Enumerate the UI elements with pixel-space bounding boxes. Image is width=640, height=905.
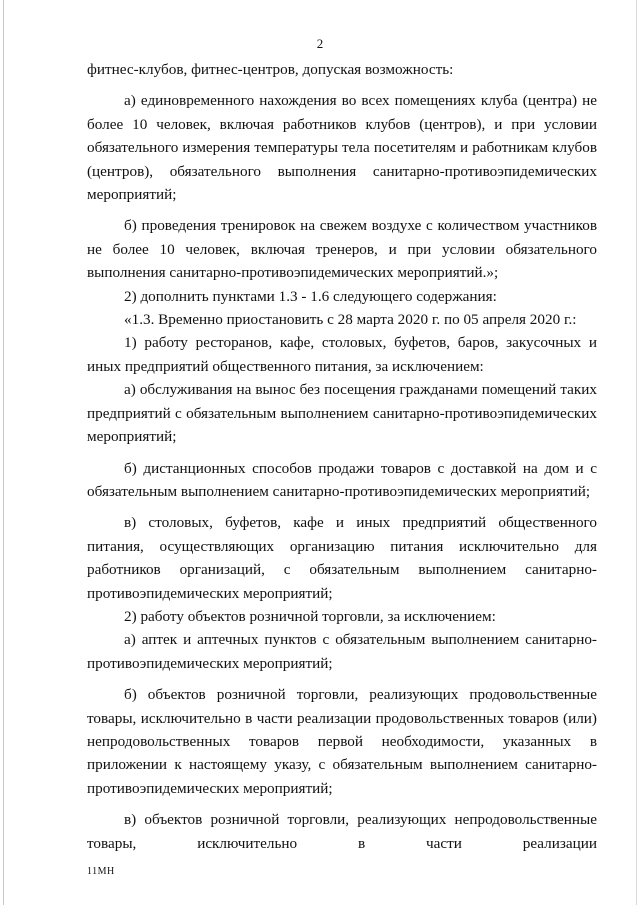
paragraph-item-b-delivery: б) дистанционных способов продажи товаров с доставкой на дом и с обязательным выполнением санитарно-противоэпидемических мероприятий; <box>87 459 597 500</box>
paragraph-item-a-pharmacies: а) аптек и аптечных пунктов с обязательным выполнением санитарно-противоэпидемических мероприятий; <box>87 631 597 672</box>
scan-edge-right <box>636 0 637 905</box>
document-code: 11МН <box>87 866 115 877</box>
document-body <box>87 58 597 855</box>
paragraph-item-c-nonfood-retail: в) объектов розничной торговли, реализующих непродовольственные товары, исключительно в части реализации <box>87 811 597 852</box>
page-number: 2 <box>316 36 324 51</box>
paragraph-item-2-retail: 2) работу объектов розничной торговли, за исключением: <box>124 607 496 625</box>
scan-edge-left <box>3 0 4 905</box>
paragraph-item-a-attendance: а) единовременного нахождения во всех помещениях клуба (центра) не более 10 человек, включая работников клубов (центров), и при условии обязательного измерения температуры тела посетителям и работникам клубов (центров), обязательного выполнения санитарно-противоэпидемических мероприятий; <box>87 92 597 204</box>
paragraph-amend-clauses: 2) дополнить пунктами 1.3 - 1.6 следующего содержания: <box>124 287 497 305</box>
paragraph-continuation: фитнес-клубов, фитнес-центров, допуская возможность: <box>87 61 454 78</box>
paragraph-item-c-canteens: в) столовых, буфетов, кафе и иных предприятий общественного питания, осуществляющих организацию питания исключительно для работников организаций, с обязательным выполнением санитарно-противоэпидемических мероприятий; <box>87 514 597 602</box>
paragraph-item-b-food-retail: б) объектов розничной торговли, реализующих продовольственные товары, исключительно в части реализации продовольственных товаров (или) непродовольственных товаров первой необходимости, указанных в приложении к настоящему указу, с обязательным выполнением санитарно-противоэпидемических мероприятий; <box>87 686 597 797</box>
paragraph-item-b-outdoor-training: б) проведения тренировок на свежем воздухе с количеством участников не более 10 человек, включая тренеров, и при условии обязательного выполнения санитарно-противоэпидемических мероприятий.»; <box>87 217 597 282</box>
paragraph-item-a-takeaway: а) обслуживания на вынос без посещения гражданами помещений таких предприятий с обязательным выполнением санитарно-противоэпидемических мероприятий; <box>87 381 597 446</box>
paragraph-item-1-catering: 1) работу ресторанов, кафе, столовых, буфетов, баров, закусочных и иных предприятий общественного питания, за исключением: <box>87 334 597 375</box>
paragraph-clause-1-3: «1.3. Временно приостановить с 28 марта 2020 г. по 05 апреля 2020 г.: <box>124 311 577 329</box>
